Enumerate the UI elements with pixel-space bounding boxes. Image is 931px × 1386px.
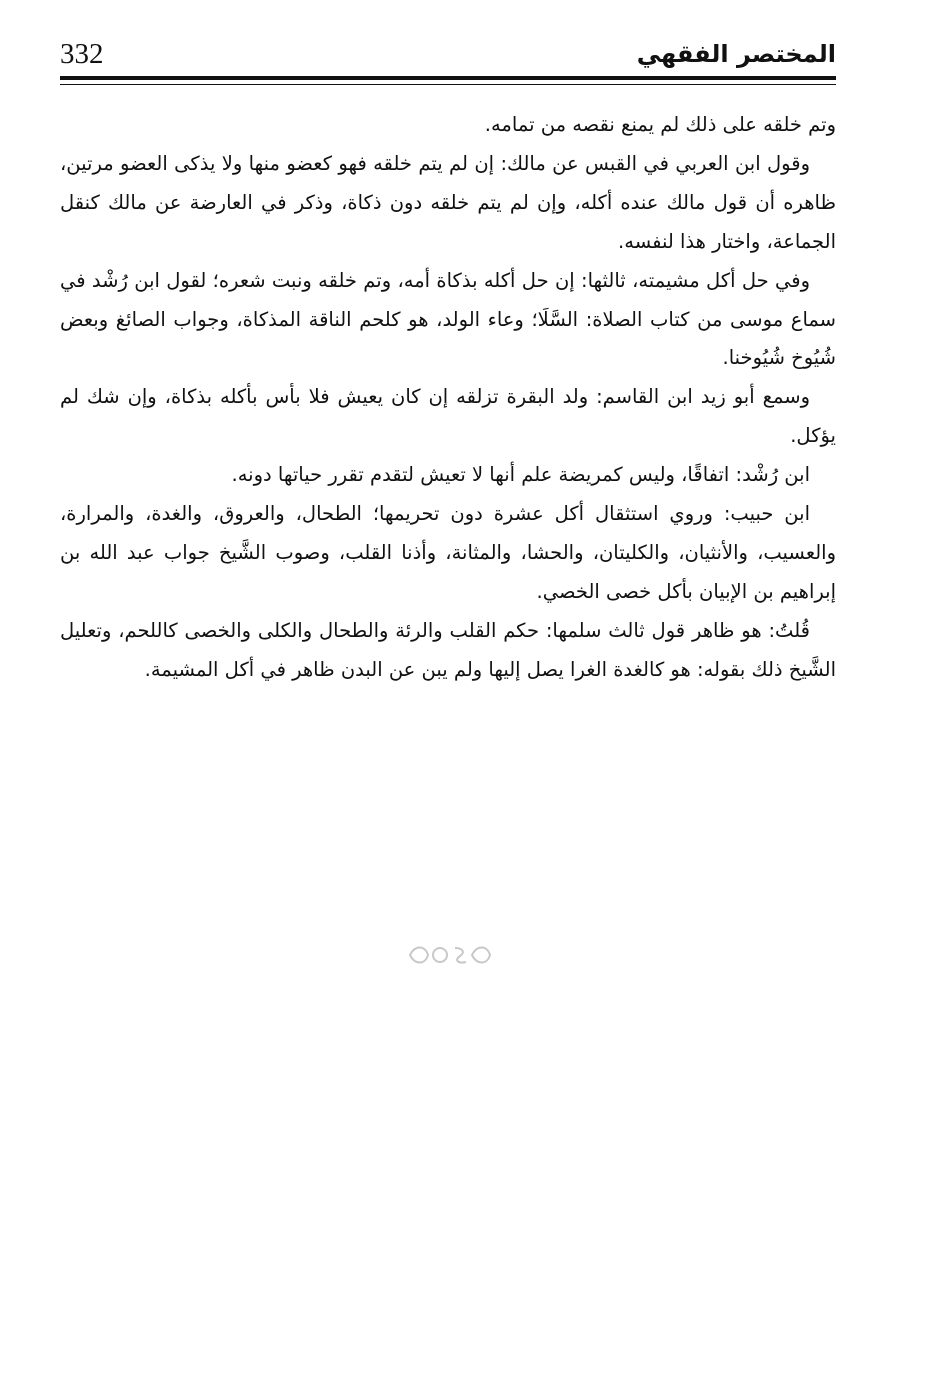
header-rule-thin (60, 84, 836, 85)
page-number: 332 (60, 38, 104, 70)
paragraph-3: وفي حل أكل مشيمته، ثالثها: إن حل أكله بذكاة أمه، وتم خلقه ونبت شعره؛ لقول ابن رُشْد في سماع موسى من كتاب الصلاة: السَّلَا؛ وعاء الولد، هو كلحم الناقة المذكاة، وجواب الصائغ وبعض شُيُوخ شُيُوخنا. (60, 268, 836, 370)
header-rule-thick (60, 76, 836, 80)
paragraph-1: وتم خلقه على ذلك لم يمنع نقصه من تمامه. (484, 113, 836, 136)
paragraph-7: قُلتُ: هو ظاهر قول ثالث سلمها: حكم القلب والرئة والطحال والكلى والخصى كاللحم، وتعليل الشَّيخ ذلك بقوله: هو كالغدة الغرا يصل إليها ولم يبن عن البدن ظاهر في أكل المشيمة. (60, 618, 836, 681)
paragraph-2: وقول ابن العربي في القبس عن مالك: إن لم يتم خلقه فهو كعضو منها ولا يذكى العضو مرتين، ظاهره أن قول مالك عنده أكله، وإن لم يتم خلقه دون ذكاة، وذكر في العارضة عن مالك كنقل الجماعة، واختار هذا لنفسه. (60, 151, 836, 253)
end-ornament-icon (400, 940, 500, 970)
body-text (60, 106, 836, 690)
paragraph-4: وسمع أبو زيد ابن القاسم: ولد البقرة تزلقه إن كان يعيش فلا بأس بأكله بذكاة، وإن شك لم يؤكل. (60, 385, 836, 448)
paragraph-5: ابن رُشْد: اتفاقًا، وليس كمريضة علم أنها لا تعيش لتقدم تقرر حياتها دونه. (231, 463, 810, 487)
paragraph-6: ابن حبيب: وروي استثقال أكل عشرة دون تحريمها؛ الطحال، والعروق، والغدة، والمرارة، والعسيب، والأنثيان، والكليتان، والحشا، والمثانة، وأذنا القلب، وصوب الشَّيخ جواب عبد الله بن إبراهيم بن الإبيان بأكل خصى الخصي. (60, 502, 836, 603)
running-title: المختصر الفقهي (636, 40, 836, 68)
page-header (60, 34, 836, 74)
